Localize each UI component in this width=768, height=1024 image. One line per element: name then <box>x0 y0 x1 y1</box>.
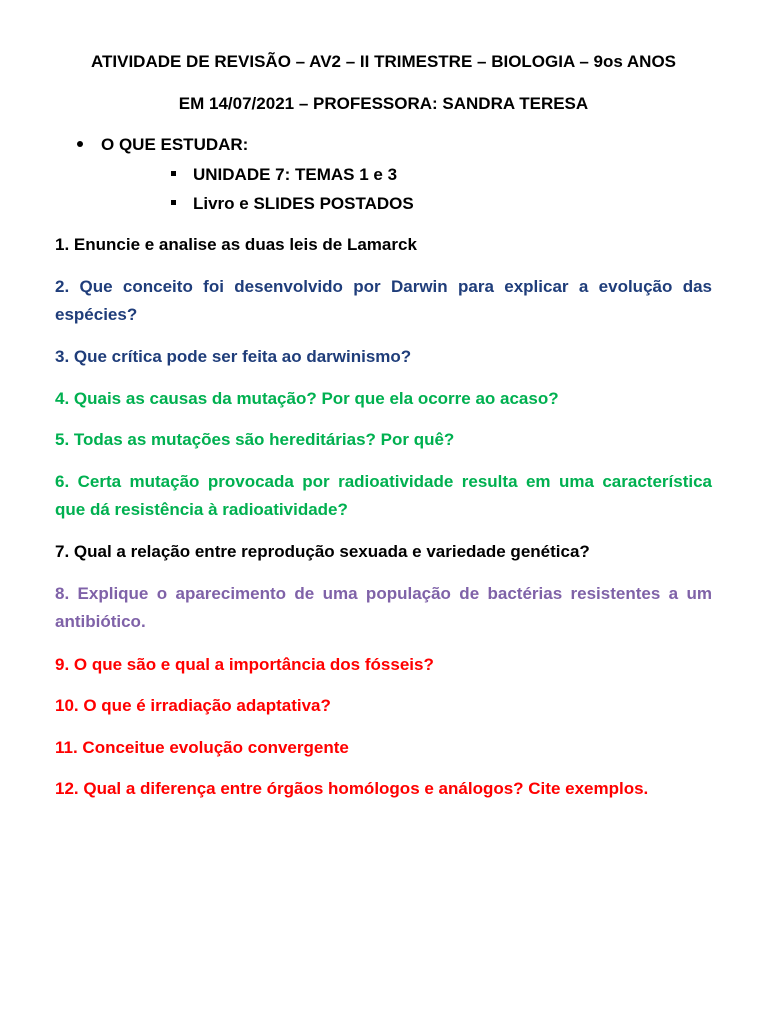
document-subtitle: EM 14/07/2021 – PROFESSORA: SANDRA TERESA <box>178 94 589 113</box>
question-1: 1. Enuncie e analise as duas leis de Lamarck <box>55 235 417 254</box>
question-9: 9. O que são e qual a importância dos fósseis? <box>55 655 434 674</box>
study-item <box>171 165 397 185</box>
question-6: 6. Certa mutação provocada por radioatividade resulta em uma característica que dá resistência à radioatividade? <box>55 472 712 519</box>
study-item-text: Livro e SLIDES POSTADOS <box>193 194 414 213</box>
question-12: 12. Qual a diferença entre órgãos homólogos e análogos? Cite exemplos. <box>55 779 649 798</box>
question-5: 5. Todas as mutações são hereditárias? Por quê? <box>55 430 455 449</box>
study-item-text: UNIDADE 7: TEMAS 1 e 3 <box>193 165 398 184</box>
question-11: 11. Conceitue evolução convergente <box>55 738 349 757</box>
question-4: 4. Quais as causas da mutação? Por que ela ocorre ao acaso? <box>55 389 559 408</box>
square-bullet-icon <box>171 200 176 205</box>
bullet-icon <box>77 141 83 147</box>
question-3: 3. Que crítica pode ser feita ao darwinismo? <box>55 347 412 366</box>
question-7: 7. Qual a relação entre reprodução sexuada e variedade genética? <box>55 542 590 561</box>
study-item <box>171 194 414 214</box>
square-bullet-icon <box>171 171 176 176</box>
question-8: 8. Explique o aparecimento de uma população de bactérias resistentes a um antibiótico. <box>55 584 712 631</box>
question-10: 10. O que é irradiação adaptativa? <box>55 696 331 715</box>
document-title: ATIVIDADE DE REVISÃO – AV2 – II TRIMESTRE – BIOLOGIA – 9os ANOS <box>90 52 677 71</box>
study-heading <box>77 135 248 155</box>
study-heading-text: O QUE ESTUDAR: <box>101 135 249 154</box>
question-2: 2. Que conceito foi desenvolvido por Darwin para explicar a evolução das espécies? <box>55 277 712 324</box>
